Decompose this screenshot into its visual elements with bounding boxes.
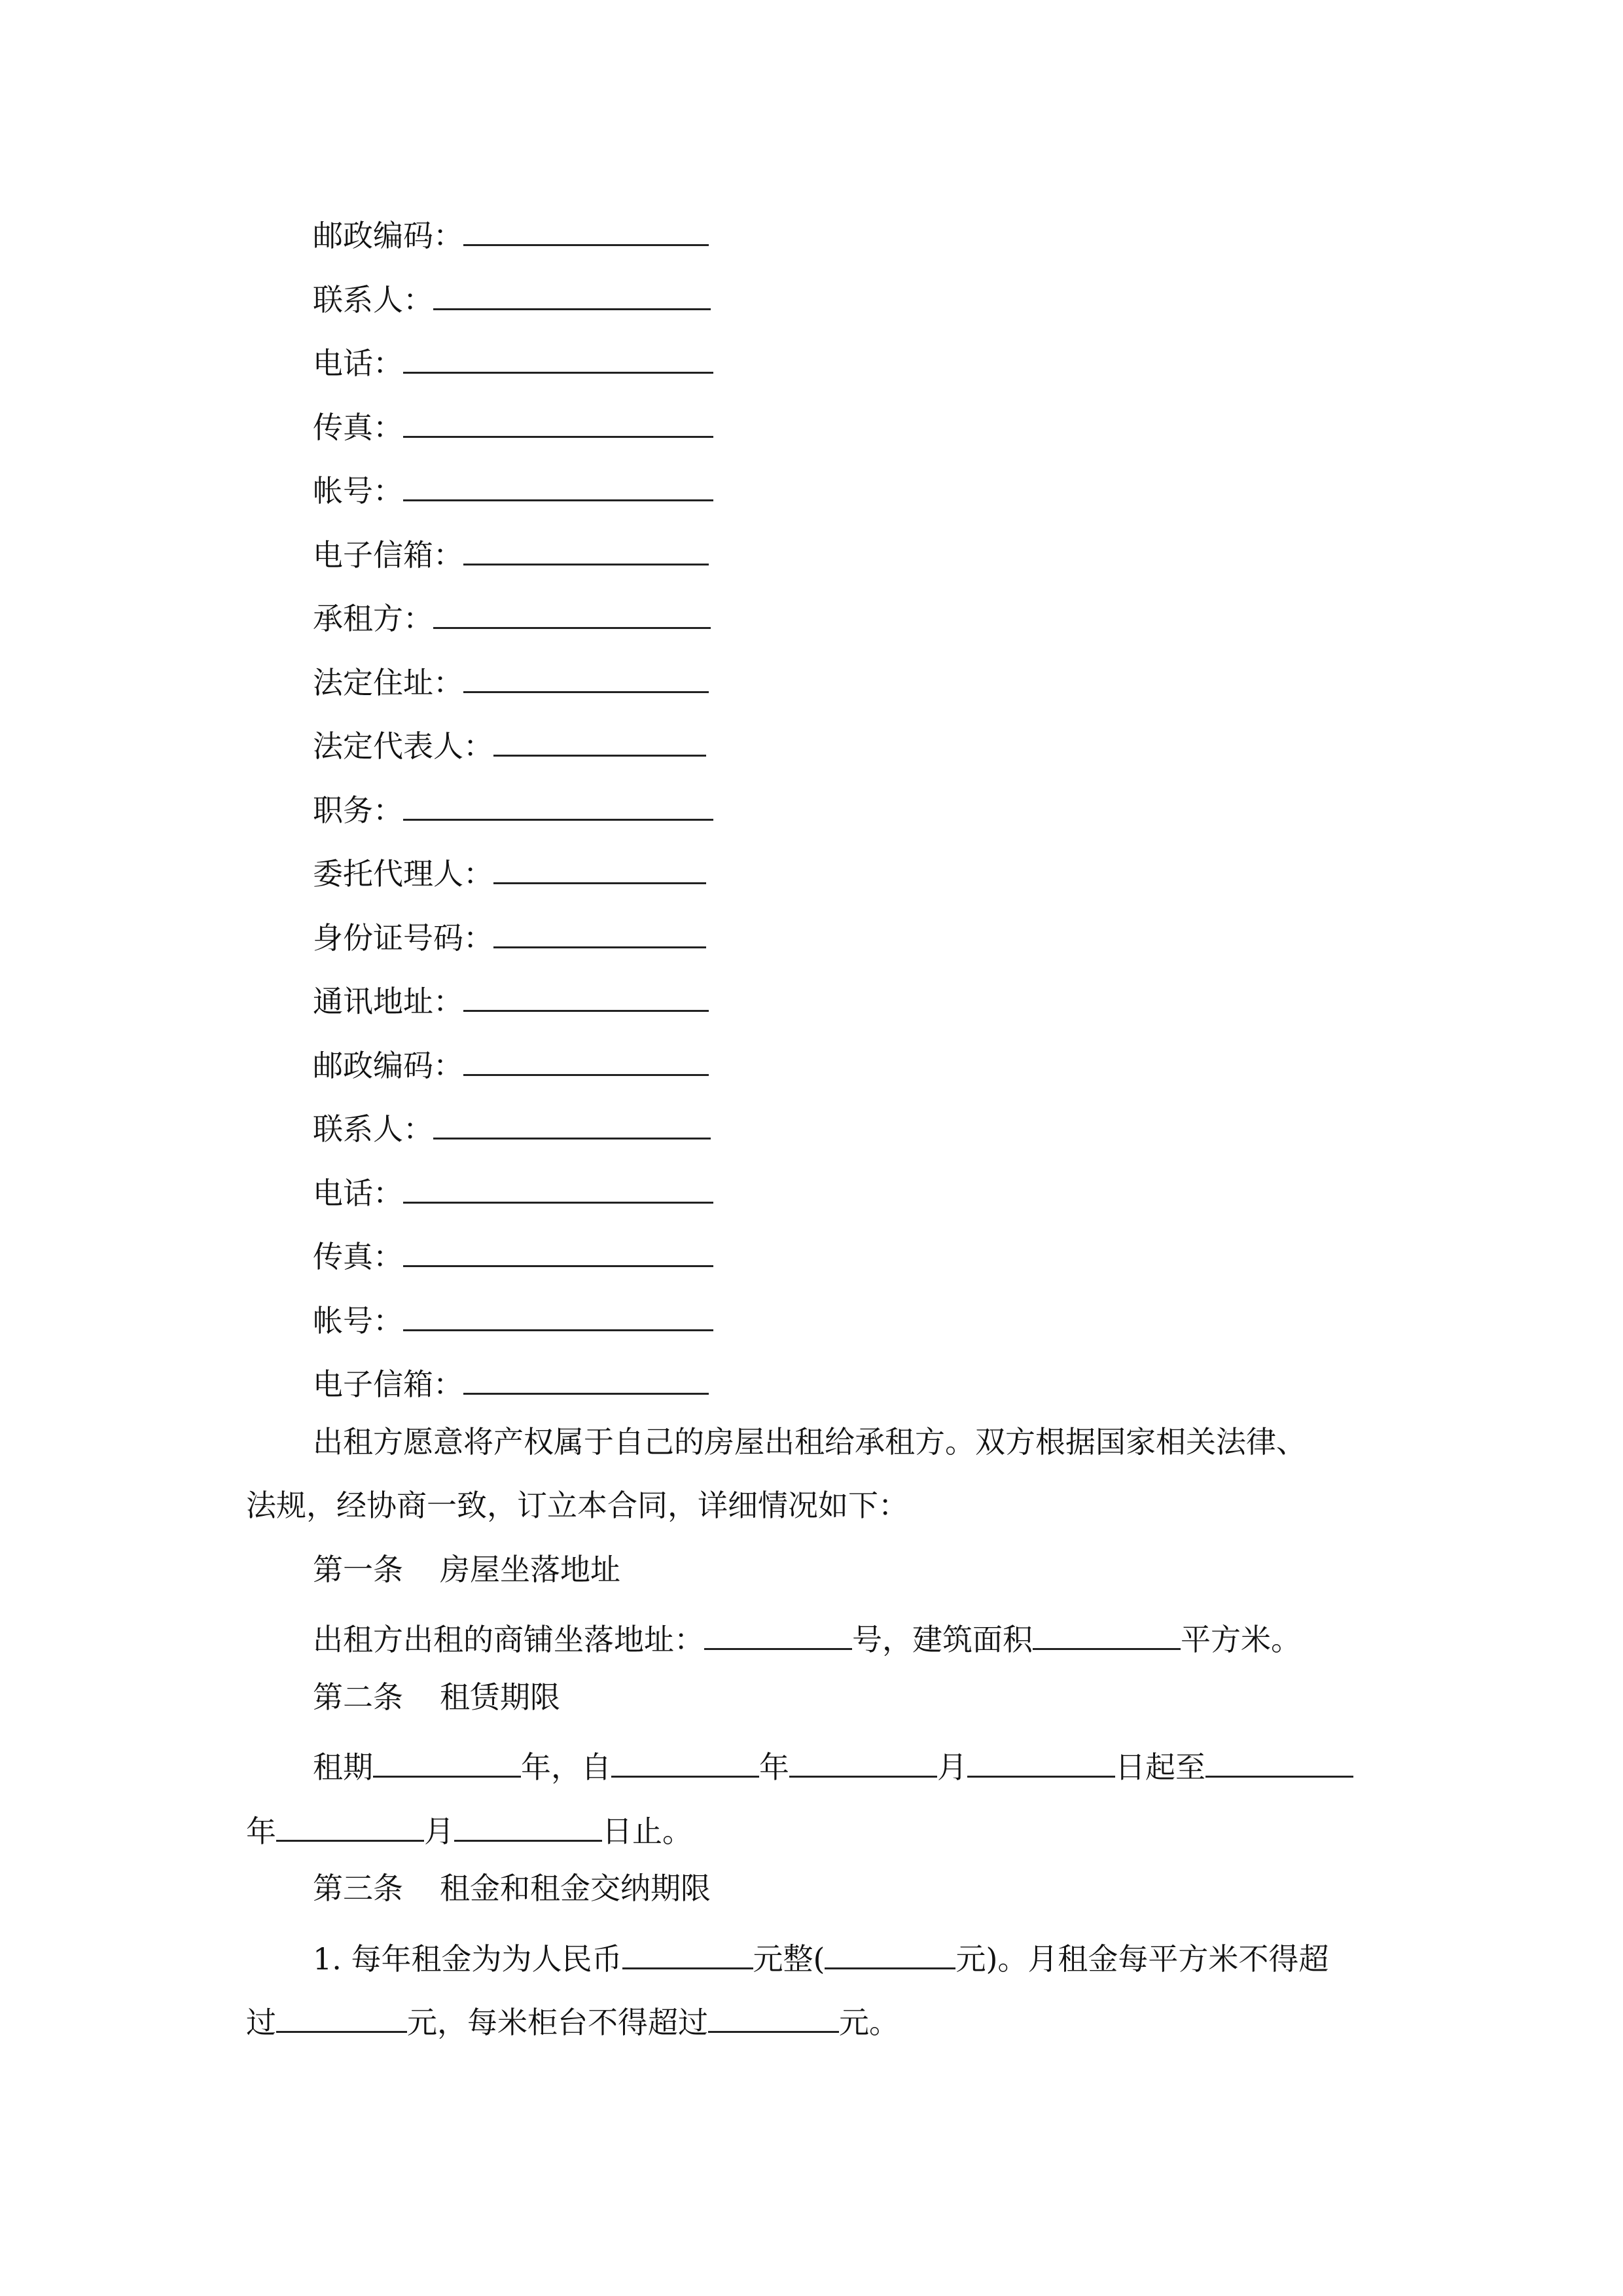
field-legal-representative [313,711,706,768]
article-text: 租期 [313,1749,373,1785]
field-contact-person [313,1094,711,1151]
article-2-text-line-2 [246,1797,692,1853]
article-text: 年 [759,1749,789,1785]
field-blank[interactable] [403,776,713,821]
annual-rent-blank[interactable] [622,1924,753,1969]
start-year-blank[interactable] [611,1732,759,1778]
field-label: 帐号： [313,1303,403,1338]
field-label: 传真： [313,1239,403,1274]
field-fax [313,393,713,449]
field-label: 邮政编码： [313,1048,463,1083]
field-blank[interactable] [433,1094,711,1139]
article-text: 元。 [839,2005,899,2040]
start-month-blank[interactable] [789,1732,937,1778]
article-number: 第二条 [313,1679,403,1715]
article-title: 房屋坐落地址 [440,1552,620,1587]
end-month-blank[interactable] [276,1797,424,1842]
article-text: 元)。月租金每平方米不得超 [955,1941,1329,1977]
field-account [313,1286,713,1342]
building-area-blank[interactable] [1033,1605,1181,1650]
field-blank[interactable] [463,1350,709,1395]
field-label: 职务： [313,793,403,828]
field-label: 邮政编码： [313,218,463,253]
field-label: 帐号： [313,473,403,509]
field-blank[interactable] [433,584,711,629]
article-2-heading [313,1669,560,1725]
article-text: 号，建筑面积 [852,1622,1033,1657]
field-blank[interactable] [493,903,706,948]
field-lessee [313,584,711,640]
field-phone [313,329,713,385]
article-number: 第一条 [313,1552,403,1587]
article-number: 第三条 [313,1871,403,1906]
article-1-heading [313,1541,620,1598]
field-postal-code [313,1031,709,1087]
field-legal-address [313,648,709,704]
field-postal-code [313,201,709,257]
article-text: 年 [246,1814,276,1849]
field-label: 通讯地址： [313,984,463,1019]
article-title: 租赁期限 [440,1679,560,1715]
intro-paragraph-line-1: 出租方愿意将产权属于自己的房屋出租给承租方。双方根据国家相关法律、 [313,1424,1306,1460]
annual-rent-figure-blank[interactable] [825,1924,955,1969]
field-label: 承租方： [313,601,433,636]
article-text: 日起至 [1115,1749,1205,1785]
field-id-number [313,903,706,960]
field-blank[interactable] [463,648,709,693]
field-email [313,1350,709,1406]
counter-rent-blank[interactable] [708,1988,839,2033]
article-text: 日止。 [602,1814,692,1849]
field-blank[interactable] [463,520,709,565]
lease-years-blank[interactable] [373,1732,521,1778]
field-label: 电话： [313,346,403,381]
field-label: 传真： [313,410,403,445]
field-blank[interactable] [403,1222,713,1267]
article-text: 元整( [753,1941,825,1977]
field-label: 电子信箱： [313,537,463,573]
field-label: 电子信箱： [313,1367,463,1402]
article-text: 过 [246,2005,276,2040]
field-blank[interactable] [403,1286,713,1331]
field-label: 委托代理人： [313,856,493,891]
field-email [313,520,709,577]
article-text: 月 [937,1749,967,1785]
field-phone [313,1158,713,1215]
article-text: 年，自 [521,1749,611,1785]
field-authorized-agent [313,839,706,895]
field-blank[interactable] [463,967,709,1012]
field-label: 身份证号码： [313,920,493,956]
article-2-text-line-1 [313,1732,1353,1789]
field-label: 联系人： [313,282,433,317]
field-label: 联系人： [313,1111,433,1147]
article-1-text [313,1605,1301,1661]
article-text: 元，每米柜台不得超过 [407,2005,708,2040]
field-label: 法定代表人： [313,728,493,764]
field-blank[interactable] [433,265,711,310]
article-text: 出租方出租的商铺坐落地址： [313,1622,704,1657]
intro-paragraph-line-2: 法规，经协商一致，订立本合同，详细情况如下： [246,1488,908,1523]
field-mailing-address [313,967,709,1023]
field-label: 法定住址： [313,665,463,700]
field-label: 电话： [313,1175,403,1211]
article-title: 租金和租金交纳期限 [440,1871,711,1906]
field-account [313,456,713,512]
article-3-text-line-2 [246,1988,899,2044]
field-fax [313,1222,713,1278]
monthly-rent-per-sqm-blank[interactable] [276,1988,407,2033]
field-blank[interactable] [463,201,709,246]
field-blank[interactable] [403,456,713,501]
address-number-blank[interactable] [704,1605,852,1650]
article-text: 1. 每年租金为为人民币 [313,1941,622,1977]
field-blank[interactable] [403,1158,713,1204]
end-year-blank[interactable] [1205,1732,1353,1778]
start-day-blank[interactable] [967,1732,1115,1778]
field-blank[interactable] [463,1031,709,1076]
article-text: 平方米。 [1181,1622,1301,1657]
field-blank[interactable] [403,393,713,438]
article-3-text-line-1 [313,1924,1329,1981]
end-day-blank[interactable] [454,1797,602,1842]
article-3-heading [313,1860,711,1916]
field-blank[interactable] [493,711,706,757]
field-blank[interactable] [493,839,706,884]
field-contact-person [313,265,711,321]
article-text: 月 [424,1814,454,1849]
field-position [313,776,713,832]
field-blank[interactable] [403,329,713,374]
